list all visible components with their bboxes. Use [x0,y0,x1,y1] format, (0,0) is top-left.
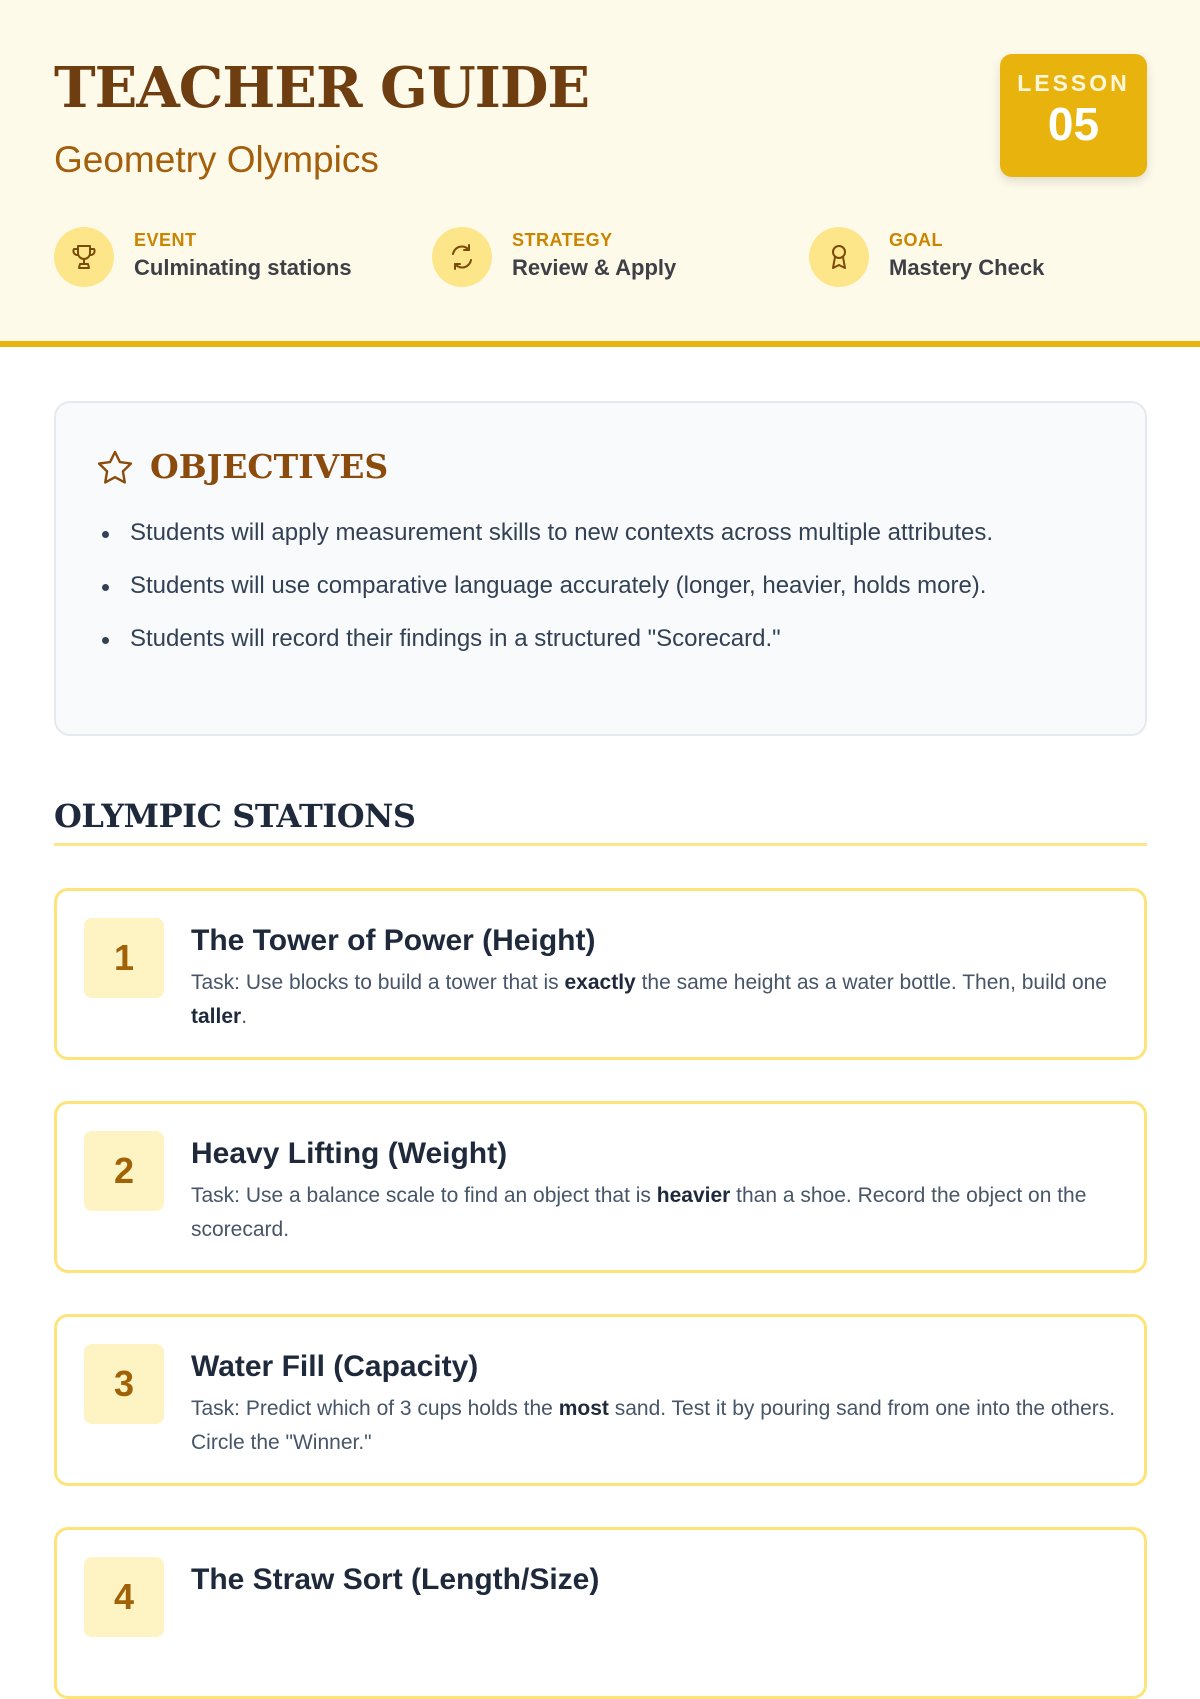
station-title: The Tower of Power (Height) [191,924,596,957]
objective-item: Students will apply measurement skills to new contexts across multiple attributes. [130,513,1130,553]
station-title: The Straw Sort (Length/Size) [191,1563,600,1596]
section-divider [54,843,1147,846]
refresh-icon [432,227,492,287]
station-card [54,888,1147,1060]
station-card [54,1314,1147,1486]
station-card [54,1527,1147,1699]
trophy-icon [54,227,114,287]
objective-item: Students will record their findings in a structured "Scorecard." [130,619,1130,659]
section-title: OLYMPIC STATIONS [54,797,416,835]
task-text: Task: Use a balance scale to find an object that is [191,1184,657,1207]
meta-strategy-label: STRATEGY [512,230,613,250]
meta-goal-value: Mastery Check [889,255,1045,280]
lesson-badge [1000,54,1147,177]
objectives-list [130,513,1130,672]
station-number: 3 [84,1344,164,1424]
task-text: . [241,1005,248,1028]
star-icon [96,449,134,487]
objectives-card [54,401,1147,736]
station-task [191,1392,1126,1460]
station-task [191,1179,1126,1247]
page-subtitle: Geometry Olympics [54,139,379,180]
header [0,0,1200,347]
objectives-title: OBJECTIVES [150,447,389,486]
award-ribbon-icon [809,227,869,287]
emphasis-text: exactly [564,971,636,994]
station-number: 1 [84,918,164,998]
station-number: 2 [84,1131,164,1211]
lesson-label: LESSON [1017,70,1130,96]
meta-event-value: Culminating stations [134,255,352,280]
meta-goal-label: GOAL [889,230,943,250]
emphasis-text: heavier [656,1184,731,1207]
page-title: TEACHER GUIDE [54,55,590,121]
emphasis-text: taller [191,1005,242,1028]
task-text: Task: Predict which of 3 cups holds the [191,1397,559,1420]
station-number: 4 [84,1557,164,1637]
meta-strategy-value: Review & Apply [512,255,677,280]
task-text: than a shoe. Record the object on the scorecard. [191,1184,1087,1241]
station-title: Heavy Lifting (Weight) [191,1137,508,1170]
task-text: the same height as a water bottle. Then, build one [635,971,1107,994]
emphasis-text: most [558,1397,609,1420]
task-text: sand. Test it by pouring sand from one into the others. Circle the "Winner." [191,1397,1116,1454]
objective-item: Students will use comparative language accurately (longer, heavier, holds more). [130,566,1130,606]
station-title: Water Fill (Capacity) [191,1350,479,1383]
task-text: Task: Use blocks to build a tower that is [191,971,565,994]
lesson-number: 05 [1047,98,1100,150]
station-task [191,966,1126,1034]
station-card [54,1101,1147,1273]
meta-event-label: EVENT [134,230,197,250]
